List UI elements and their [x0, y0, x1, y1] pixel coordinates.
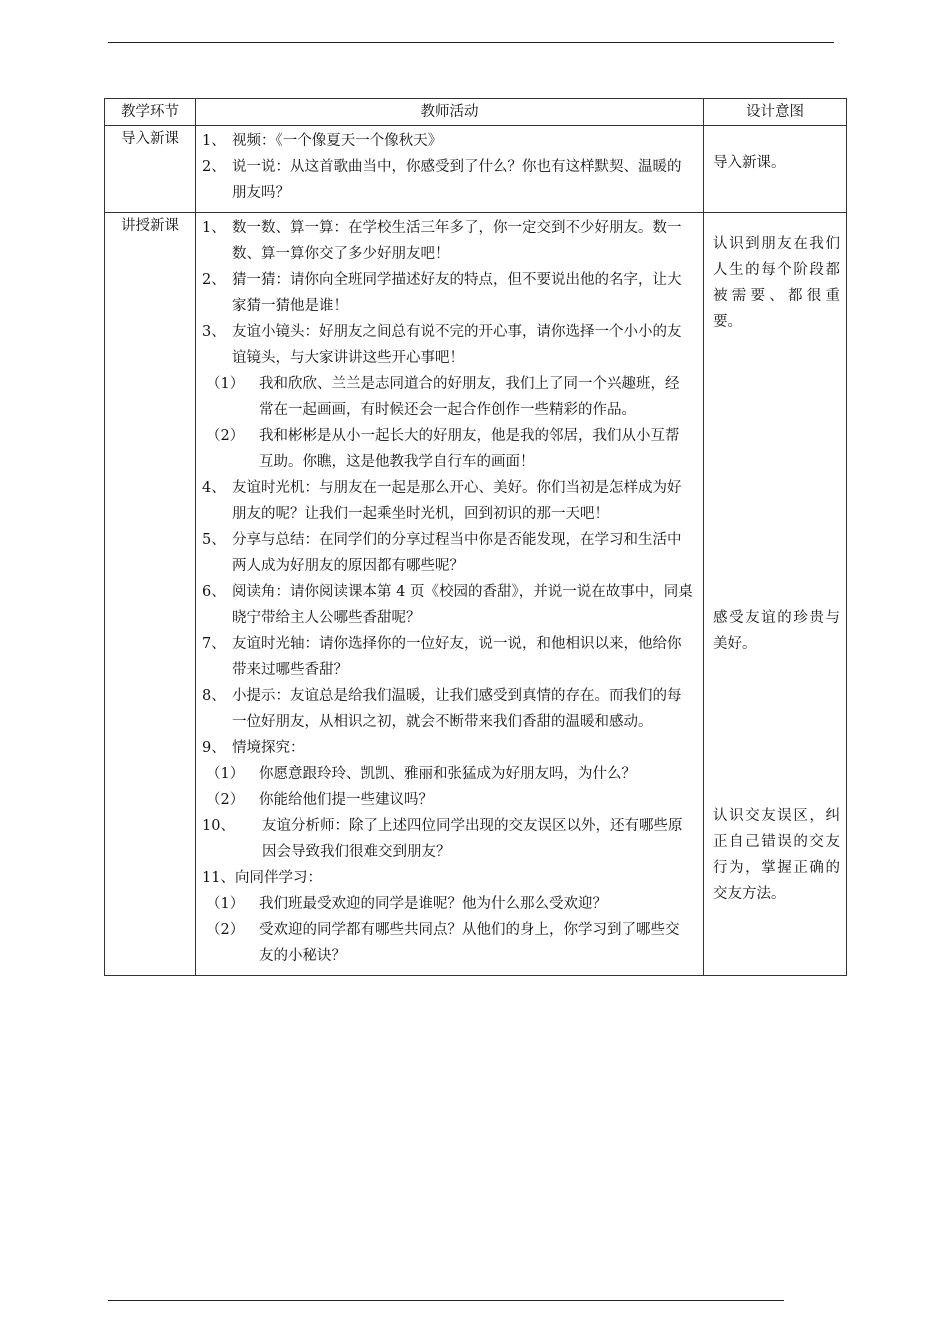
table-header-row — [105, 99, 847, 126]
stage-cell: 讲授新课 — [105, 213, 196, 976]
list-item: 3、 友谊小镜头：好朋友之间总有说不完的开心事，请你选择一个小小的友谊镜头，与大家讲讲这些开心事吧！ — [202, 324, 682, 366]
intent-text: 认识到朋友在我们人生的每个阶段都被需要、都很重要。 — [713, 236, 840, 330]
table-row — [105, 213, 847, 976]
intent-text: 认识交友误区，纠正自己错误的交友行为，掌握正确的交友方法。 — [713, 808, 840, 902]
list-item: 7、 友谊时光轴：请你选择你的一位好友，说一说，和他相识以来，他给你带来过哪些香甜？ — [202, 636, 682, 678]
list-item: 2、 猜一猜：请你向全班同学描述好友的特点，但不要说出他的名字，让大家猜一猜他是谁！ — [202, 272, 682, 314]
intent-cell — [704, 213, 847, 976]
intent-text: 导入新课。 — [713, 155, 786, 171]
list-item: 2、 说一说：从这首歌曲当中，你感受到了什么？你也有这样默契、温暖的朋友吗？ — [202, 159, 682, 201]
list-item: （2） 你能给他们提一些建议吗？ — [206, 792, 433, 808]
list-item: （1） 我和欣欣、兰兰是志同道合的好朋友，我们上了同一个兴趣班，经常在一起画画，有时候还会一起合作创作一些精彩的作品。 — [206, 376, 680, 418]
header-stage: 教学环节 — [105, 99, 196, 126]
list-item: 11、 向同伴学习： — [202, 870, 322, 886]
list-item: 8、 小提示：友谊总是给我们温暖，让我们感受到真情的存在。而我们的每一位好朋友，从相识之初，就会不断带来我们香甜的温暖和感动。 — [202, 688, 682, 730]
list-item: 5、 分享与总结：在同学们的分享过程当中你是否能发现，在学习和生活中两人成为好朋友的原因都有哪些呢？ — [202, 532, 682, 574]
list-item: 1、 数一数、算一算：在学校生活三年多了，你一定交到不少好朋友。数一数、算一算你交了多少好朋友吧！ — [202, 220, 682, 262]
list-item: 9、 情境探究： — [202, 740, 305, 756]
list-item: （2） 受欢迎的同学都有哪些共同点？从他们的身上，你学习到了哪些交友的小秘诀？ — [206, 922, 680, 964]
list-item: 6、 阅读角：请你阅读课本第 4 页《校园的香甜》，并说一说在故事中，同桌晓宁带给主人公哪些香甜呢？ — [202, 584, 693, 626]
header-design-intent: 设计意图 — [704, 99, 847, 126]
list-item: 10、 友谊分析师：除了上述四位同学出现的交友误区以外，还有哪些原因会导致我们很难交到朋友？ — [202, 818, 683, 860]
table-row — [105, 126, 847, 213]
activities-cell — [196, 213, 704, 976]
header-rule — [108, 42, 834, 43]
list-item: 4、 友谊时光机：与朋友在一起是那么开心、美好。你们当初是怎样成为好朋友的呢？让我们一起乘坐时光机，回到初识的那一天吧！ — [202, 480, 682, 522]
activities-cell — [196, 126, 704, 213]
intent-cell — [704, 126, 847, 213]
list-item: 1、 视频：《一个像夏天一个像秋天》 — [202, 133, 443, 149]
list-item: （1） 你愿意跟玲玲、凯凯、雅丽和张猛成为好朋友吗，为什么？ — [206, 766, 636, 782]
intent-text: 感受友谊的珍贵与美好。 — [713, 610, 840, 652]
lesson-plan-table — [104, 98, 847, 976]
stage-cell: 导入新课 — [105, 126, 196, 213]
footer-rule — [108, 1300, 784, 1301]
list-item: （1） 我们班最受欢迎的同学是谁呢？他为什么那么受欢迎？ — [206, 896, 607, 912]
header-teacher-activity: 教师活动 — [196, 99, 704, 126]
list-item: （2） 我和彬彬是从小一起长大的好朋友，他是我的邻居，我们从小互帮互助。你瞧，这是他教我学自行车的画面！ — [206, 428, 680, 470]
